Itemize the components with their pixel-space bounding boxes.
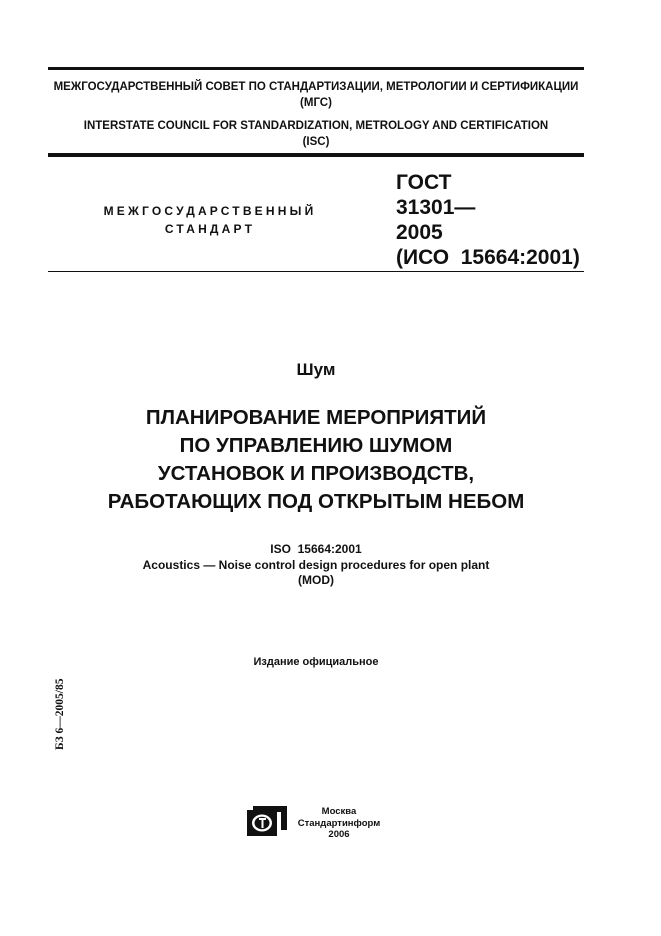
title-line3: УСТАНОВОК И ПРОИЗВОДСТВ,	[157, 462, 475, 485]
council-ru-line1: МЕЖГОСУДАРСТВЕННЫЙ СОВЕТ ПО СТАНДАРТИЗАЦИИ, МЕТРОЛОГИИ И СЕРТИФИКАЦИИ	[53, 81, 579, 93]
gost-designation	[396, 170, 580, 270]
title-line2: ПО УПРАВЛЕНИЮ ШУМОМ	[179, 434, 453, 457]
standard-label-line2: СТАНДАРТ	[164, 222, 256, 236]
council-en-line1: INTERSTATE COUNCIL FOR STANDARDIZATION, METROLOGY AND CERTIFICATION	[83, 120, 549, 132]
council-ru-line2: (МГС)	[300, 97, 332, 109]
topic-heading: Шум	[296, 360, 336, 379]
designation-line2: 31301—	[396, 196, 476, 219]
council-en-line2: (ISC)	[302, 136, 330, 148]
designation-rule	[48, 271, 584, 272]
iso-number: ISO 15664:2001	[270, 542, 362, 556]
council-ru	[48, 79, 584, 111]
top-rule	[48, 67, 584, 70]
iso-english-title: Acoustics — Noise control design procedures for open plant	[142, 557, 490, 572]
designation-line1: ГОСТ	[396, 171, 452, 194]
header-rule	[48, 153, 584, 157]
designation-line4: (ИСО 15664:2001)	[396, 246, 580, 269]
iso-reference	[48, 542, 584, 589]
standartinform-logo-icon	[247, 806, 287, 838]
publisher-name: Стандартинформ	[297, 817, 381, 829]
document-title	[48, 404, 584, 516]
designation-line3: 2005	[396, 221, 443, 244]
standard-label	[60, 202, 360, 238]
council-en	[48, 118, 584, 150]
title-line1: ПЛАНИРОВАНИЕ МЕРОПРИЯТИЙ	[145, 406, 487, 429]
standard-label-line1: МЕЖГОСУДАРСТВЕННЫЙ	[103, 204, 317, 218]
publisher-city: Москва	[321, 806, 357, 817]
margin-code: БЗ 6—2005/85	[54, 678, 66, 750]
publisher-info	[294, 806, 384, 841]
title-line4: РАБОТАЮЩИХ ПОД ОТКРЫТЫМ НЕБОМ	[107, 490, 525, 513]
edition-note: Издание официальное	[253, 656, 379, 668]
iso-modification: (MOD)	[298, 573, 334, 587]
publisher-year: 2006	[328, 829, 350, 840]
